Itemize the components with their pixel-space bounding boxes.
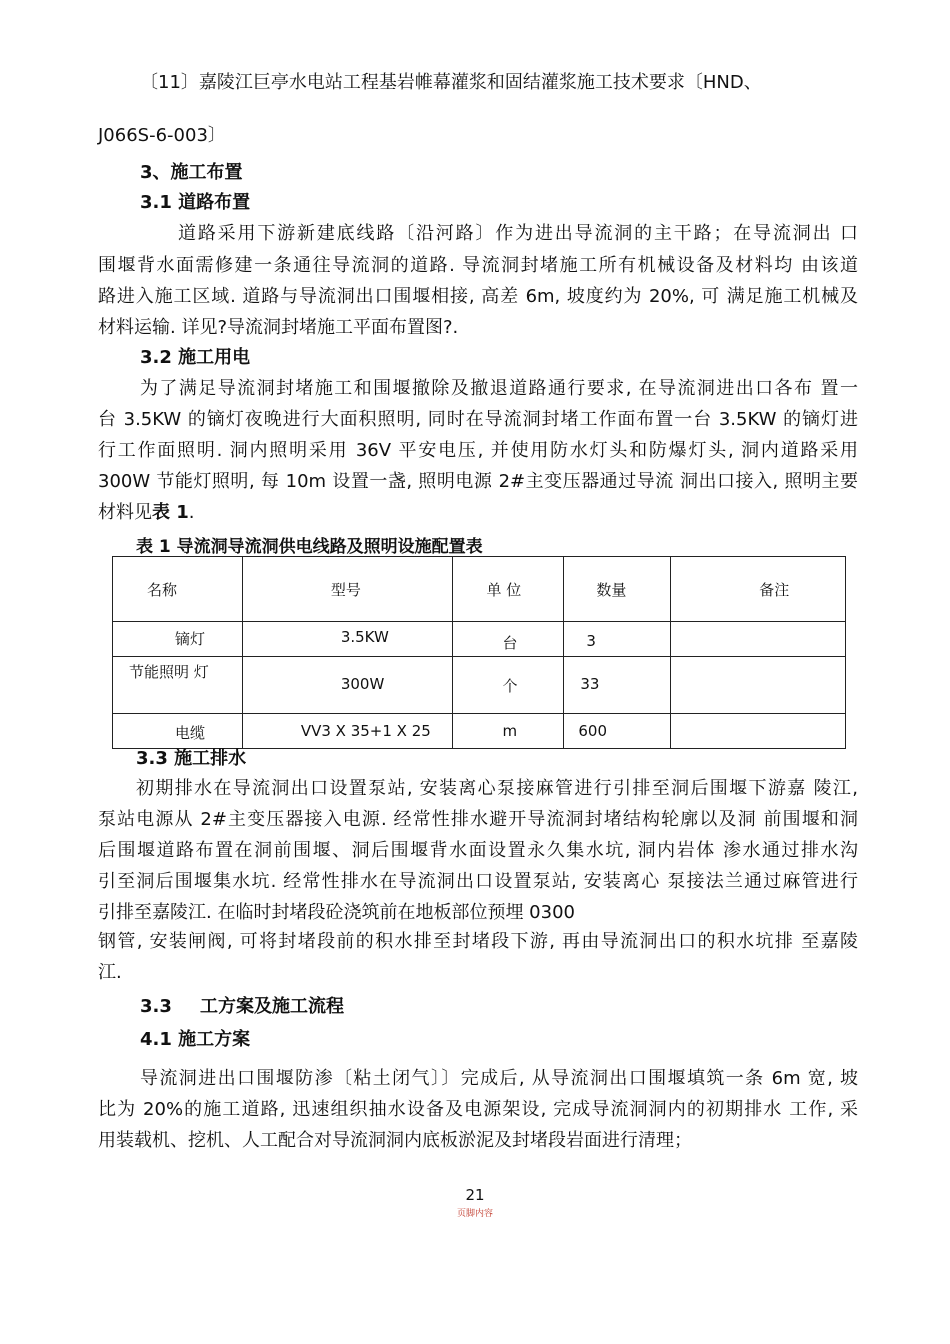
cell-quantity: 3 xyxy=(586,632,596,650)
section-4-1-line: 用装载机、挖机、人工配合对导流洞洞内底板淤泥及封堵段岩面进行清理； xyxy=(98,1130,692,1151)
section-3-heading: 3、施工布置 xyxy=(140,162,243,183)
cell-unit: 个 xyxy=(502,677,518,695)
reference-line-1: 〔11〕嘉陵江巨亭水电站工程基岩帷幕灌浆和固结灌浆施工技术要求〔HND、 xyxy=(140,72,762,93)
cell-quantity: 600 xyxy=(578,722,607,740)
section-3-2-heading: 3.2 施工用电 xyxy=(140,347,251,368)
section-3-3b-number: 3.3 xyxy=(140,996,172,1017)
section-3-3-heading: 3.3 施工排水 xyxy=(136,748,247,769)
section-3-3-line: 后围堰道路布置在洞前围堰、洞后围堰背水面设置永久集水坑, 洞内岩体 渗水通过排水沟 xyxy=(98,840,858,861)
table-row xyxy=(113,622,846,657)
section-3-3-line: 泵站电源从 2#主变压器接入电源. 经常性排水避开导流洞封堵结构轮廓以及洞 前围堰和洞 xyxy=(98,809,858,830)
table-caption: 表 1 导流洞导流洞供电线路及照明设施配置表 xyxy=(136,537,483,557)
table-row xyxy=(113,657,846,714)
section-3-3-line: 钢管, 安装闸阀, 可将封堵段前的积水排至封堵段下游, 再由导流洞出口的积水坑排 至嘉陵 xyxy=(98,931,858,952)
header-remarks: 备注 xyxy=(759,581,790,599)
last-line-prefix: 材料见 xyxy=(98,502,152,523)
section-3-1-line: 路进入施工区域. 道路与导流洞出口围堰相接, 高差 6m, 坡度约为 20%, 可 满足施工机械及 xyxy=(98,286,858,307)
header-unit: 单 位 xyxy=(486,581,522,599)
section-4-1-line: 比为 20%的施工道路, 迅速组织抽水设备及电源架设, 完成导流洞洞内的初期排水 工作, 采 xyxy=(98,1099,858,1120)
cell-quantity: 33 xyxy=(580,675,600,693)
section-3-2-line: 行工作面照明. 洞内照明采用 36V 平安电压, 并使用防水灯头和防爆灯头, 洞内道路采用 xyxy=(98,440,858,461)
section-3-3b-title: 工方案及施工流程 xyxy=(200,996,344,1017)
page-number: 21 xyxy=(465,1186,485,1204)
table-header-row xyxy=(113,557,846,622)
table-row xyxy=(113,714,846,749)
cell-model: VV3 X 35+1 X 25 xyxy=(300,722,431,740)
cell-name: 节能照明 灯 xyxy=(129,663,209,681)
lighting-config-table xyxy=(112,556,846,749)
section-3-2-last-line xyxy=(98,500,195,526)
header-model: 型号 xyxy=(330,581,361,599)
section-3-1-line: 道路采用下游新建底线路〔沿河路〕作为进出导流洞的主干路；在导流洞出 口 xyxy=(178,223,858,244)
section-4-1-line: 导流洞进出口围堰防渗〔粘土闭气〕〕完成后, 从导流洞出口围堰填筑一条 6m 宽, 坡 xyxy=(140,1068,858,1089)
cell-name: 电缆 xyxy=(175,724,206,742)
reference-line-2: J066S-6-003〕 xyxy=(98,125,226,146)
cell-name: 镝灯 xyxy=(175,630,206,648)
section-3-1-heading: 3.1 道路布置 xyxy=(140,192,251,213)
cell-unit: m xyxy=(502,722,518,740)
cell-model: 3.5KW xyxy=(340,628,389,646)
section-3-3-line: 引排至嘉陵江. 在临时封堵段砼浇筑前在地板部位预埋 0300 xyxy=(98,902,575,923)
section-3-2-line: 300W 节能灯照明, 每 10m 设置一盏, 照明电源 2#主变压器通过导流 洞出口接入, 照明主要 xyxy=(98,471,858,492)
last-line-suffix: . xyxy=(188,502,195,523)
section-3-3-line: 江. xyxy=(98,962,122,983)
header-quantity: 数量 xyxy=(596,581,627,599)
cell-unit: 台 xyxy=(502,634,518,652)
section-3-1-line: 围堰背水面需修建一条通往导流洞的道路. 导流洞封堵施工所有机械设备及材料均 由该道 xyxy=(98,255,858,276)
section-3-2-line: 台 3.5KW 的镝灯夜晚进行大面积照明, 同时在导流洞封堵工作面布置一台 3.5KW 的镝灯进 xyxy=(98,409,858,430)
table-reference: 表 1 xyxy=(152,502,189,523)
section-3-1-line: 材料运输. 详见?导流洞封堵施工平面布置图?. xyxy=(98,317,459,338)
footer-note: 页脚内容 xyxy=(456,1209,493,1219)
header-name: 名称 xyxy=(147,581,178,599)
section-3-2-line: 为了满足导流洞封堵施工和围堰撤除及撤退道路通行要求, 在导流洞进出口各布 置一 xyxy=(140,378,858,399)
section-4-1-heading: 4.1 施工方案 xyxy=(140,1029,251,1050)
cell-model: 300W xyxy=(340,675,385,693)
section-3-3-line: 初期排水在导流洞出口设置泵站, 安装离心泵接麻管进行引排至洞后围堰下游嘉 陵江, xyxy=(136,778,858,799)
section-3-3-line: 引至洞后围堰集水坑. 经常性排水在导流洞出口设置泵站, 安装离心 泵接法兰通过麻管进行 xyxy=(98,871,858,892)
